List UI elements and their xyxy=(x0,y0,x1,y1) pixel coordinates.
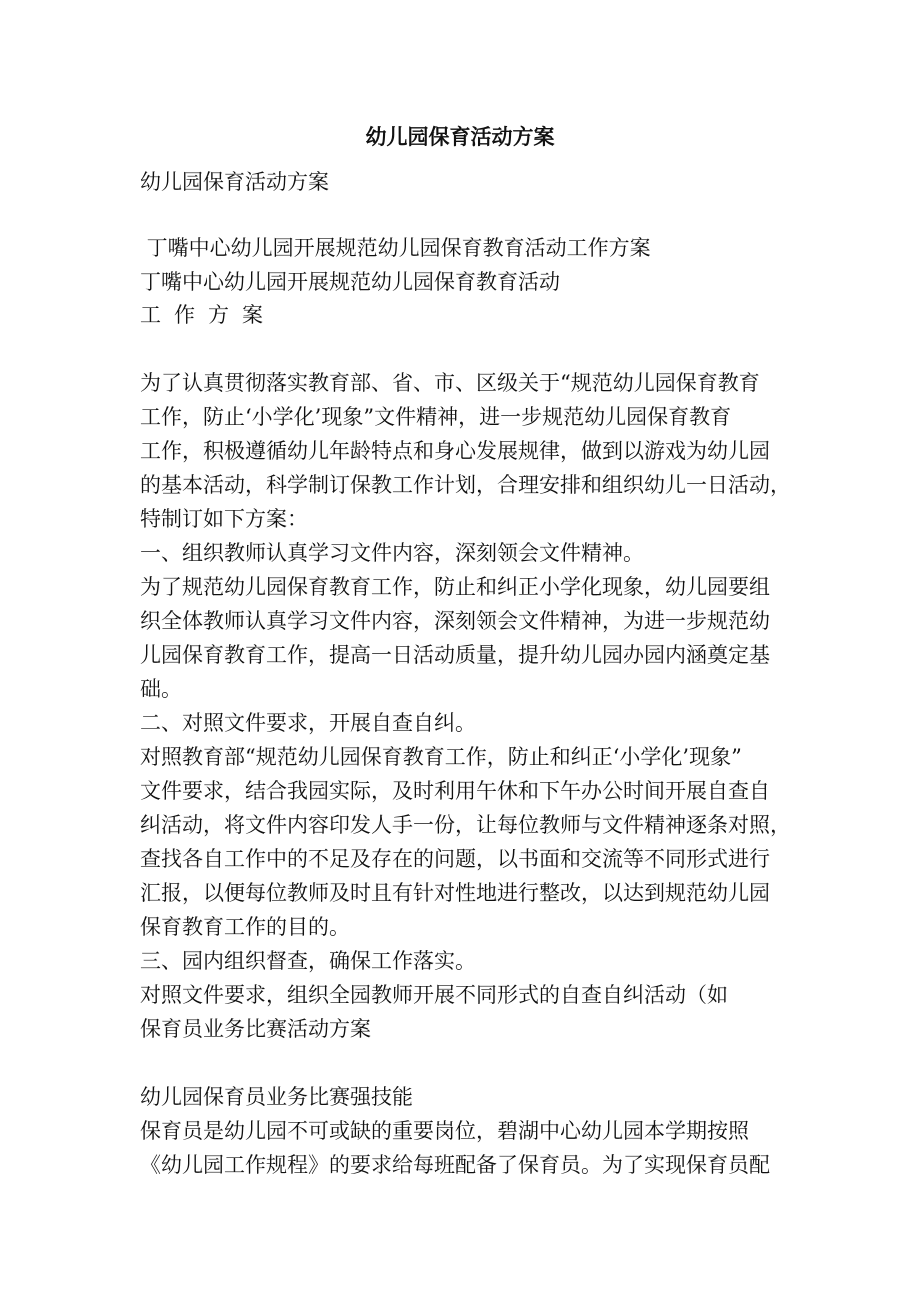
paragraph-line: 汇报，以便每位教师及时且有针对性地进行整改，以达到规范幼儿园 xyxy=(140,881,770,905)
paragraph-line: 对照文件要求，组织全园教师开展不同形式的自查自纠活动（如 xyxy=(140,983,728,1007)
paragraph-line: 的基本活动，科学制订保教工作计划，合理安排和组织幼儿一日活动， xyxy=(140,473,791,497)
paragraph-line: 丁嘴中心幼儿园开展规范幼儿园保育教育活动工作方案 xyxy=(140,236,651,260)
paragraph-line: 幼儿园保育员业务比赛强技能 xyxy=(140,1085,413,1109)
paragraph-line: 为了规范幼儿园保育教育工作，防止和纠正小学化现象，幼儿园要组 xyxy=(140,575,770,599)
paragraph-line: 纠活动，将文件内容印发人手一份，让每位教师与文件精神逐条对照， xyxy=(140,813,791,837)
paragraph-line: 工作方案 xyxy=(140,303,276,327)
paragraph-line: 保育教育工作的目的。 xyxy=(140,915,350,939)
paragraph-line: 保育员是幼儿园不可或缺的重要岗位，碧湖中心幼儿园本学期按照 xyxy=(140,1119,749,1143)
paragraph-line: 《幼儿园工作规程》的要求给每班配备了保育员。为了实现保育员配 xyxy=(140,1153,770,1177)
section-heading: 二、对照文件要求，开展自查自纠。 xyxy=(140,711,476,735)
paragraph-line: 查找各自工作中的不足及存在的问题，以书面和交流等不同形式进行 xyxy=(140,847,770,871)
paragraph-line: 特制订如下方案： xyxy=(140,507,308,531)
paragraph-line: 儿园保育教育工作，提高一日活动质量，提升幼儿园办园内涵奠定基 xyxy=(140,643,770,667)
paragraph-line: 础。 xyxy=(140,677,182,701)
paragraph-line: 幼儿园保育活动方案 xyxy=(140,170,329,194)
section-heading: 一、组织教师认真学习文件内容，深刻领会文件精神。 xyxy=(140,541,644,565)
paragraph-line: 对照教育部“规范幼儿园保育教育工作，防止和纠正‘小学化’现象” xyxy=(140,745,742,769)
document-title: 幼儿园保育活动方案 xyxy=(365,124,555,149)
paragraph-line: 丁嘴中心幼儿园开展规范幼儿园保育教育活动 xyxy=(140,270,560,294)
paragraph-line: 为了认真贯彻落实教育部、省、市、区级关于“规范幼儿园保育教育 xyxy=(140,371,760,395)
paragraph-line: 工作，防止‘小学化’现象”文件精神，进一步规范幼儿园保育教育 xyxy=(140,405,732,429)
section-heading: 三、园内组织督查，确保工作落实。 xyxy=(140,949,476,973)
paragraph-line: 文件要求，结合我园实际，及时利用午休和下午办公时间开展自查自 xyxy=(140,779,770,803)
paragraph-line: 织全体教师认真学习文件内容，深刻领会文件精神，为进一步规范幼 xyxy=(140,609,770,633)
paragraph-line: 保育员业务比赛活动方案 xyxy=(140,1017,371,1041)
paragraph-line: 工作，积极遵循幼儿年龄特点和身心发展规律，做到以游戏为幼儿园 xyxy=(140,439,770,463)
